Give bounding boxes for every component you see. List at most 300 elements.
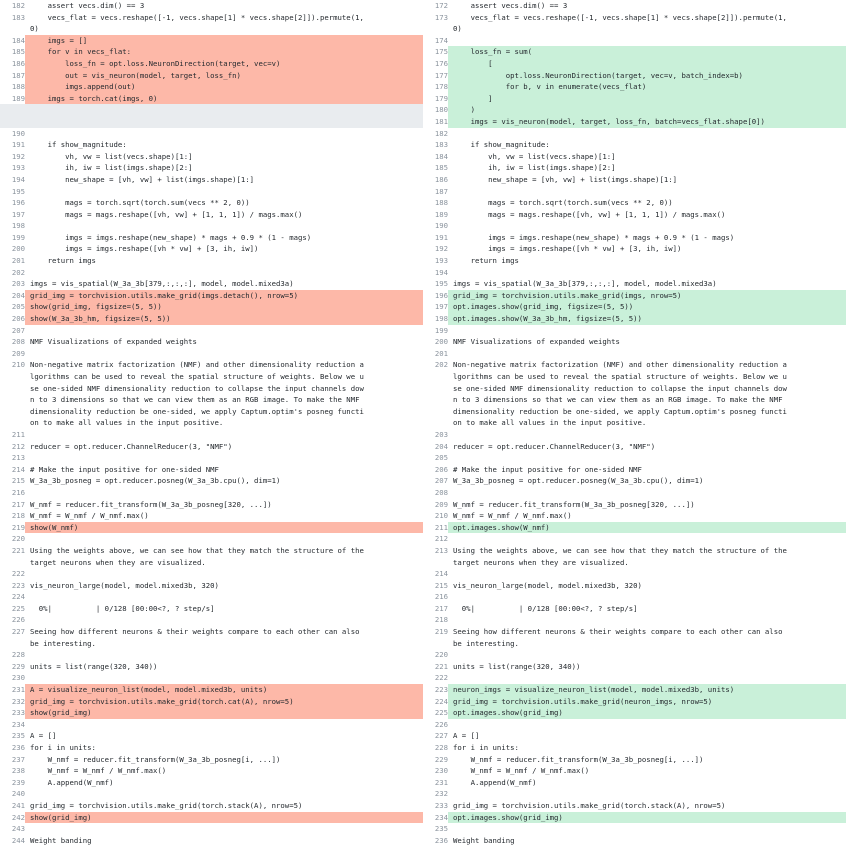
deleted-line [0,81,423,93]
line-number: 244 [11,835,25,845]
deleted-line [0,93,423,105]
line-text: ih, iw = list(imgs.shape)[2:] [453,163,616,173]
code-line [0,336,423,348]
line-number: 184 [434,151,448,161]
line-text: opt.images.show(W_3a_3b_hm, figsize=(5, 5)) [453,314,642,324]
line-number: 208 [434,487,448,497]
line-number: 173 [434,12,448,22]
added-line [423,290,846,302]
code-line [423,672,846,684]
line-text: new_shape = [vh, vw] + list(imgs.shape)[1:] [453,174,678,184]
line-number: 214 [434,569,448,579]
code-line [423,765,846,777]
code-line [0,406,423,418]
line-text: [ [453,58,493,68]
line-text: imgs = torch.cat(imgs, 0) [30,93,158,103]
line-number: 186 [434,174,448,184]
line-number: 232 [0,696,25,708]
line-number: 197 [423,301,448,313]
line-number: 205 [434,453,448,463]
line-text: mags = mags.reshape([vh, vw] + [1, 1, 1]) / mags.max() [30,209,303,219]
code-line [0,220,423,232]
line-text: be interesting. [30,638,96,648]
line-number: 174 [434,35,448,45]
line-number: 221 [11,545,25,555]
code-line [0,197,423,209]
line-text: mags = torch.sqrt(torch.sum(vecs ** 2, 0)) [30,198,250,208]
code-line [423,441,846,453]
line-number: 198 [423,313,448,325]
line-number: 229 [11,661,25,671]
line-number: 213 [11,453,25,463]
code-line [423,510,846,522]
code-line [0,510,423,522]
line-number: 182 [434,128,448,138]
line-text: W_nmf = W_nmf / W_nmf.max() [453,766,590,776]
code-line [0,672,423,684]
line-number: 184 [0,35,25,47]
line-number: 223 [11,580,25,590]
line-text: new_shape = [vh, vw] + list(imgs.shape)[1:] [30,174,255,184]
added-line [423,104,846,116]
line-number: 239 [11,777,25,787]
line-number: 218 [11,511,25,521]
line-number: 204 [434,441,448,451]
line-number: 185 [434,163,448,173]
line-text: show(grid_img) [30,812,92,822]
line-text: vh, vw = list(vecs.shape)[1:] [453,151,616,161]
code-line [423,267,846,279]
code-line [0,267,423,279]
line-number: 217 [11,499,25,509]
code-line [0,499,423,511]
line-number: 186 [0,58,25,70]
code-line [423,429,846,441]
line-text: n to 3 dimensions so that we can view them as an RGB image. To make the NMF [30,395,360,405]
line-number: 200 [434,337,448,347]
line-number: 231 [434,777,448,787]
code-line [0,209,423,221]
line-number: 241 [11,800,25,810]
deleted-line [0,684,423,696]
line-text: Seeing how different neurons & their weights compare to each other can also [453,627,783,637]
code-line [0,243,423,255]
line-number: 238 [11,766,25,776]
line-text: for i in units: [453,743,519,752]
deleted-line [0,696,423,708]
code-line [423,139,846,151]
line-text: 0%| | 0/128 [00:00<?, ? step/s] [453,603,638,613]
line-number: 209 [434,499,448,509]
code-line [423,730,846,742]
code-line [0,348,423,360]
code-line [0,325,423,337]
line-number: 227 [11,627,25,637]
line-text: grid_img = torchvision.utils.make_grid(imgs, nrow=5) [453,290,682,300]
line-text: NMF Visualizations of expanded weights [453,337,620,347]
line-number: 222 [11,569,25,579]
line-text: opt.images.show(W_nmf) [453,522,550,532]
line-text: show(W_3a_3b_hm, figsize=(5, 5)) [30,314,171,324]
line-number: 172 [434,1,448,10]
line-text: neuron_imgs = visualize_neuron_list(model, model.mixed3b, units) [453,685,735,695]
line-text: grid_img = torchvision.utils.make_grid(torch.stack(A), nrow=5) [30,800,303,810]
line-text: out = vis_neuron(model, target, loss_fn) [30,70,241,80]
code-line [0,464,423,476]
code-line [0,591,423,603]
code-line [0,557,423,569]
line-text: Using the weights above, we can see how that they match the structure of the [453,545,787,555]
line-number: 210 [11,360,25,370]
line-number: 230 [11,673,25,683]
code-line [423,162,846,174]
code-line [423,545,846,557]
line-number: 219 [434,627,448,637]
code-line [423,394,846,406]
line-number: 220 [11,534,25,544]
line-number: 219 [0,522,25,534]
added-line [423,707,846,719]
line-number: 236 [434,835,448,845]
line-text: on to make all values in the input positive. [30,418,224,428]
line-number: 197 [11,209,25,219]
line-text: show(grid_img, figsize=(5, 5)) [30,302,162,312]
line-number: 194 [434,267,448,277]
line-text: lgorithms can be used to reveal the spatial structure of weights. Below we u [453,372,787,381]
added-line [423,93,846,105]
code-line [423,649,846,661]
line-number: 216 [11,487,25,497]
line-text: grid_img = torchvision.utils.make_grid(torch.cat(A), nrow=5) [30,696,294,706]
deleted-line [0,58,423,70]
line-text: for b, v in enumerate(vecs_flat) [453,82,647,92]
code-line [0,614,423,626]
code-line [423,661,846,673]
line-text: target neurons when they are visualized. [30,557,206,567]
line-text: imgs = vis_spatial(W_3a_3b[379,:,:,:], model, model.mixed3a) [453,279,717,289]
line-text: W_nmf = reducer.fit_transform(W_3a_3b_posneg[i, ...]) [30,754,281,764]
code-line [0,800,423,812]
line-text: 0%| | 0/128 [00:00<?, ? step/s] [30,603,215,613]
line-number: 177 [423,70,448,82]
line-number: 193 [11,163,25,173]
deleted-line [0,707,423,719]
line-number: 236 [11,743,25,752]
line-text: units = list(range(320, 340)) [453,661,581,671]
line-text: ) [453,105,475,115]
line-number: 188 [434,198,448,208]
line-text: W_nmf = reducer.fit_transform(W_3a_3b_posneg[i, ...]) [453,754,704,764]
code-line [0,128,423,140]
code-line [423,35,846,47]
code-line [423,348,846,360]
line-text: A = visualize_neuron_list(model, model.mixed3b, units) [30,685,268,695]
line-number: 234 [11,719,25,729]
code-line [423,614,846,626]
deleted-line [0,301,423,313]
line-text: grid_img = torchvision.utils.make_grid(imgs.detach(), nrow=5) [30,290,298,300]
code-line [423,475,846,487]
line-number: 180 [423,104,448,116]
code-line [423,580,846,592]
line-number: 181 [423,116,448,128]
line-text: imgs = [] [30,35,88,45]
line-number: 179 [423,93,448,105]
line-text: grid_img = torchvision.utils.make_grid(neuron_imgs, nrow=5) [453,696,713,706]
line-number: 229 [434,754,448,764]
code-line [423,128,846,140]
code-line [0,765,423,777]
code-line [423,719,846,731]
line-number: 206 [0,313,25,325]
code-line [0,580,423,592]
added-line [423,70,846,82]
code-line [423,12,846,24]
line-number: 207 [434,476,448,486]
line-number: 222 [434,673,448,683]
line-number: 199 [434,325,448,335]
line-number: 211 [423,522,448,534]
deleted-line [0,290,423,302]
line-number: 206 [434,464,448,474]
code-line [423,197,846,209]
diff-pane-modified[interactable] [423,0,846,861]
code-line [0,719,423,731]
code-line [423,591,846,603]
code-line [423,359,846,371]
code-line [0,383,423,395]
line-number: 216 [434,592,448,602]
code-line [0,823,423,835]
line-text: # Make the input positive for one-sided NMF [453,464,642,474]
line-text: reducer = opt.reducer.ChannelReducer(3, "NMF") [30,441,233,451]
line-text: opt.images.show(grid_img) [453,812,563,822]
line-number: 192 [11,151,25,161]
line-text: n to 3 dimensions so that we can view them as an RGB image. To make the NMF [453,395,783,405]
code-line [0,0,423,12]
line-text: Non-negative matrix factorization (NMF) and other dimensionality reduction a [453,360,787,370]
line-number: 226 [11,615,25,625]
line-number: 234 [423,812,448,824]
code-line [423,383,846,395]
code-line [0,649,423,661]
line-number: 221 [434,661,448,671]
line-text: show(W_nmf) [30,522,79,532]
line-number: 212 [11,441,25,451]
line-number: 237 [11,754,25,764]
code-line [423,835,846,847]
line-text: Weight banding [453,835,515,845]
line-text: NMF Visualizations of expanded weights [30,337,197,347]
line-number: 182 [11,1,25,10]
code-line [0,452,423,464]
code-line [0,754,423,766]
code-line [0,255,423,267]
line-text: # Make the input positive for one-sided NMF [30,464,219,474]
code-line [423,278,846,290]
code-line [423,151,846,163]
line-number: 232 [434,789,448,799]
code-line [0,661,423,673]
line-text: loss_fn = opt.loss.NeuronDirection(target, vec=v) [30,58,281,68]
deleted-line [0,70,423,82]
line-text: W_nmf = W_nmf / W_nmf.max() [30,766,167,776]
deleted-line [0,35,423,47]
line-number: 218 [434,615,448,625]
line-text: W_3a_3b_posneg = opt.reducer.posneg(W_3a_3b.cpu(), dim=1) [30,476,281,486]
line-text: 0) [453,24,462,34]
line-number: 178 [423,81,448,93]
line-text: return imgs [30,256,96,266]
line-number: 215 [11,476,25,486]
line-number: 199 [11,232,25,242]
code-line [0,835,423,847]
code-line [423,0,846,12]
code-line [0,174,423,186]
code-line [423,220,846,232]
line-number: 212 [434,534,448,544]
code-line [0,441,423,453]
line-text: imgs = vis_neuron(model, target, loss_fn, batch=vecs_flat.shape[0]) [453,116,765,126]
line-number: 240 [11,789,25,799]
line-text: show(grid_img) [30,708,92,718]
code-line [0,487,423,499]
code-line [0,475,423,487]
line-number: 185 [0,46,25,58]
line-number: 210 [434,511,448,521]
line-number: 202 [434,360,448,370]
code-line [423,533,846,545]
line-text: assert vecs.dim() == 3 [453,1,568,10]
line-number: 189 [0,93,25,105]
added-line [423,301,846,313]
code-line [423,626,846,638]
line-text: se one-sided NMF dimensionality reduction to collapse the input channels dow [30,383,364,393]
added-line [423,81,846,93]
code-line [0,730,423,742]
code-line [423,452,846,464]
added-line [423,522,846,534]
line-text: W_nmf = reducer.fit_transform(W_3a_3b_posneg[320, ...]) [30,499,272,509]
code-line [0,638,423,650]
line-text: ih, iw = list(imgs.shape)[2:] [30,163,193,173]
line-number: 211 [11,429,25,439]
line-text: W_nmf = W_nmf / W_nmf.max() [30,511,149,521]
line-number: 176 [423,58,448,70]
line-number: 225 [11,603,25,613]
line-number: 223 [423,684,448,696]
code-line [0,23,423,35]
code-line [423,406,846,418]
line-text: opt.loss.NeuronDirection(target, vec=v, batch_index=b) [453,70,743,80]
line-number: 190 [11,128,25,138]
added-line [423,684,846,696]
line-text: 0) [30,24,39,34]
code-line [0,359,423,371]
line-number: 175 [423,46,448,58]
line-number: 202 [11,267,25,277]
line-text: A = [] [30,731,57,741]
code-line [0,371,423,383]
code-line [0,162,423,174]
code-line [423,336,846,348]
line-number: 214 [11,464,25,474]
line-number: 227 [434,731,448,741]
code-line [0,626,423,638]
deleted-line [0,812,423,824]
code-line [423,788,846,800]
code-line [0,232,423,244]
line-text: opt.images.show(grid_img, figsize=(5, 5)) [453,302,634,312]
line-text: units = list(range(320, 340)) [30,661,158,671]
line-text: imgs = imgs.reshape(new_shape) * mags + 0.9 * (1 - mags) [30,232,312,242]
code-line [0,545,423,557]
line-number: 217 [434,603,448,613]
line-text: be interesting. [453,638,519,648]
code-line [423,557,846,569]
code-line [423,487,846,499]
line-text: W_nmf = W_nmf / W_nmf.max() [453,511,572,521]
code-line [423,568,846,580]
code-line [423,243,846,255]
line-number: 215 [434,580,448,590]
line-text: se one-sided NMF dimensionality reduction to collapse the input channels dow [453,383,787,393]
code-line [0,278,423,290]
added-line [423,812,846,824]
code-line [0,151,423,163]
line-number: 194 [11,174,25,184]
code-line [0,603,423,615]
line-text: Weight banding [30,835,92,845]
line-number: 213 [434,545,448,555]
line-number: 204 [0,290,25,302]
line-number: 191 [434,232,448,242]
line-number: 187 [434,186,448,196]
code-line [0,186,423,198]
added-line [423,46,846,58]
line-text: vis_neuron_large(model, model.mixed3b, 320) [453,580,642,590]
empty-placeholder-line [0,116,423,128]
line-number: 196 [11,198,25,208]
code-line [423,417,846,429]
code-line [423,255,846,267]
line-number: 243 [11,824,25,834]
line-text: if show_magnitude: [30,140,127,150]
line-number: 200 [11,244,25,254]
line-text: W_nmf = reducer.fit_transform(W_3a_3b_posneg[320, ...]) [453,499,695,509]
line-text: imgs = imgs.reshape([vh * vw] + [3, ih, iw]) [30,244,259,254]
line-number: 228 [11,650,25,660]
line-text: for v in vecs_flat: [30,47,132,57]
line-number: 196 [423,290,448,302]
line-number: 207 [11,325,25,335]
line-number: 231 [0,684,25,696]
deleted-line [0,522,423,534]
line-text: loss_fn = sum( [453,47,533,57]
line-number: 225 [423,707,448,719]
code-line [423,464,846,476]
line-text: A = [] [453,731,480,741]
code-line [0,568,423,580]
code-line [423,603,846,615]
code-line [423,23,846,35]
line-number: 224 [423,696,448,708]
line-number: 192 [434,244,448,254]
code-line [423,174,846,186]
line-number: 235 [11,731,25,741]
deleted-line [0,46,423,58]
code-line [423,777,846,789]
